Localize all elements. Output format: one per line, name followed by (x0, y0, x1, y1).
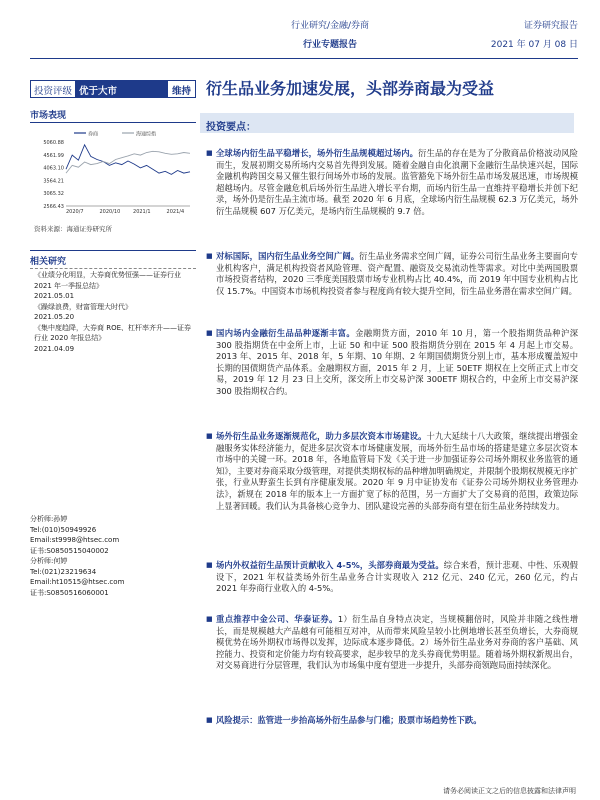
y-tick-label: 3065.32 (43, 191, 64, 198)
analyst-tel: Tel:(010)50949926 (30, 525, 97, 534)
related-title: 相关研究 (30, 257, 67, 267)
key-points-header-bar (200, 113, 574, 133)
analyst-info (30, 514, 196, 598)
key-point-body: 衍生品的存在是为了分散商品价格波动风险而生，发展初期交易所场内交易首先得到发展。随着金融自由化浪潮下金融衍生品快速兴起，国际金融机构跨国交易又催生银行间场外市场的发展。监管豁免下场外衍生品市场发展迅速，市场规模超越场内。尽管金融危机后场外衍生品进入增长平台期，而场内衍生品一直维持平稳增长并创下纪录，场外仍是衍生品主流市场。截至 2020 年 6 月底，全球场内衍生品规模 62.3 万亿美元，场外衍生品规模 607 万亿美元，是场内衍生品规模的 9.7 倍。 (216, 148, 578, 216)
related-divider (30, 268, 196, 269)
key-point (206, 431, 578, 512)
series-line-1 (66, 151, 190, 173)
investment-rating (30, 80, 196, 98)
x-tick-label: 2020/7 (66, 209, 84, 215)
header-brand: 证券研究报告 (523, 21, 578, 31)
analyst-tel: Tel:(021)23219634 (30, 567, 97, 576)
analyst-email[interactable]: Email:st9998@htsec.com (30, 536, 120, 544)
y-tick-label: 2566.43 (43, 204, 64, 210)
key-point (206, 148, 578, 218)
related-item-date: 2021.05.20 (34, 313, 75, 321)
key-point-body: 综合来看，预计悲观、中性、乐观假设下，2021 年权益类场外衍生品业务合计实现收入 212 亿元、240 亿元，260 亿元，约占 2021 年券商行业收入的 4-5%。 (216, 560, 578, 594)
side-divider (30, 250, 196, 251)
key-point (206, 614, 578, 672)
key-point (206, 328, 578, 398)
related-item[interactable] (34, 302, 196, 323)
footer-disclaimer: 请务必阅读正文之后的信息披露和法律声明 (443, 787, 576, 795)
key-point-body: 衍生品业务需求空间广阔，证券公司衍生品业务主要面向专业机构客户，满足机构投资者风险管理、资产配置、融资及交易流动性等需求。对比中美两国股票市场投资者结构，2020 三季度美国股票市场专业机构占比 40.4%，而 2019 年中国专业机构占比仅 15.7%。中国资本市场机构投资者参与程度尚有较大提升空间，衍生品业务潜在需求空间广阔。 (216, 251, 578, 296)
rating-status: 维持 (168, 81, 195, 97)
related-item[interactable] (34, 270, 196, 302)
related-item-date: 2021.04.09 (34, 344, 75, 353)
series-line-0 (66, 145, 190, 175)
y-tick-label: 4063.10 (43, 165, 64, 172)
key-point (206, 560, 578, 595)
key-point (206, 251, 578, 297)
header-date: 2021 年 07 月 08 日 (490, 40, 578, 50)
related-item-text: 《业绩分化明显，大券商优势恒强——证券行业 2021 年一季报总结》 (34, 271, 181, 290)
related-item-text: 《躁绿浪费，财富管理大时代》 (34, 302, 132, 311)
key-point-body: 金融期货方面，2010 年 10 月，第一个股指期货品种沪深 300 股指期货在中金所上市，上证 50 和中证 500 股指期货分别在 2015 年 4 月起上市交易。2013 年、2015 年、2018 年，5 年期、10 年期、2 年期国债期货分别上市，基本形成覆盖短中长期的国债期货产品体系。金融期权方面，2015 年 2 月，上证 50ETF 期权在上交所正式上市交易，2019 年 12 月 23 日上交所，深交所上市交易沪深 300ETF 期权合约，中金所上市交易沪深 300 股指期权合约。 (216, 328, 578, 396)
related-item-date: 2021.05.01 (34, 292, 75, 300)
key-point-lead: 对标国际，国内衍生品业务空间广阔。 (216, 251, 360, 261)
key-point-lead: 风险提示：监管进一步抬高场外衍生品参与门槛；股票市场趋势性下跌。 (216, 715, 482, 725)
legend-label: 海通综指 (136, 131, 157, 138)
key-point-lead: 国内场内金融衍生品品种逐渐丰富。 (216, 328, 356, 338)
market-divider (30, 122, 196, 123)
header-category: 行业研究/金融/券商 (290, 21, 370, 31)
rating-value: 优于大市 (75, 81, 168, 97)
rating-label: 投资评级 (31, 81, 75, 97)
market-title: 市场表现 (30, 111, 67, 121)
key-point-lead: 全球场内衍生品平稳增长，场外衍生品规模超过场内。 (216, 148, 419, 158)
chart-source: 资料来源：海通证券研究所 (34, 225, 112, 233)
y-tick-label: 5060.88 (43, 140, 64, 146)
market-chart (30, 128, 196, 218)
key-points-title: 投资要点： (206, 122, 256, 133)
header-divider (30, 58, 578, 59)
x-tick-label: 2021/1 (133, 209, 151, 215)
x-tick-label: 2021/4 (166, 209, 185, 215)
header-center (270, 18, 390, 50)
x-tick-label: 2020/10 (99, 209, 121, 215)
key-point (206, 715, 578, 727)
related-list (34, 270, 196, 354)
related-item[interactable] (34, 323, 196, 355)
key-point-lead: 场外衍生品业务逐渐规范化，助力多层次资本市场建设。 (216, 431, 427, 441)
analyst-cert: 证书:S0850515040002 (30, 546, 109, 555)
y-tick-label: 4561.99 (43, 152, 64, 159)
header-right (491, 18, 578, 50)
analyst-name: 分析师:孙婷 (30, 515, 68, 523)
key-point-body: 1）衍生品自身特点决定，当规模翻倍时，风险并非随之线性增长，而是规模越大产品越有可能相互对冲，从而带来风险呈较小比例地增长甚至负增长，大券商规模优势在场外期权市场得以发挥，边际成本逐步降低。2）场外衍生品业务对券商的客户基础、风控能力、投资和定价能力均有较高要求，起步较早的龙头券商优势明显。随着场外期权新规出台，对交易商进行分层管理，我们认为市场集中度有望进一步提升，头部券商领跑局面持续深化。 (216, 614, 578, 671)
related-item-text: 《集中度趋降，大券商 ROE、杠杆率齐升——证券行业 2020 年报总结》 (34, 323, 192, 342)
analyst-cert: 证书:S0850516060001 (30, 588, 109, 597)
key-point-lead: 场内外权益衍生品预计贡献收入 4-5%，头部券商最为受益。 (216, 560, 444, 570)
analyst-name: 分析师:何婷 (30, 557, 68, 565)
header-report-type: 行业专题报告 (302, 40, 357, 50)
report-title: 衍生品业务加速发展，头部券商最为受益 (206, 79, 495, 98)
y-tick-label: 3564.21 (43, 178, 64, 185)
analyst-email[interactable]: Email:ht10515@htsec.com (30, 578, 125, 586)
legend-label: 券商 (88, 131, 99, 138)
key-point-lead: 重点推荐中金公司、华泰证券。 (216, 614, 338, 624)
key-point-body: 十九大延续十八大政策，继续提出增强金融服务实体经济能力，促进多层次资本市场健康发展，而场外衍生品市场的搭建是建立多层次资本市场中的关键一环。2018 年，各地监管局下发《关于进一步加强证券公司场外期权业务监管的通知》，主要对券商采取分级管理，对提供类期权标的品种增加明确规定，并限制个股期权规模无序扩张，行业从野蛮生长到有序健康发展。2020 年 9 月中证协发布《证券公司场外期权业务管理办法》，新规在 2018 年的版本上一方面扩宽了标的范围，另一方面扩大了交易商的范围，政策边际上显著回暖。我们认为具备核心竞争力、团队建设完善的头部券商有望在衍生品业务持续发力。 (216, 431, 578, 511)
